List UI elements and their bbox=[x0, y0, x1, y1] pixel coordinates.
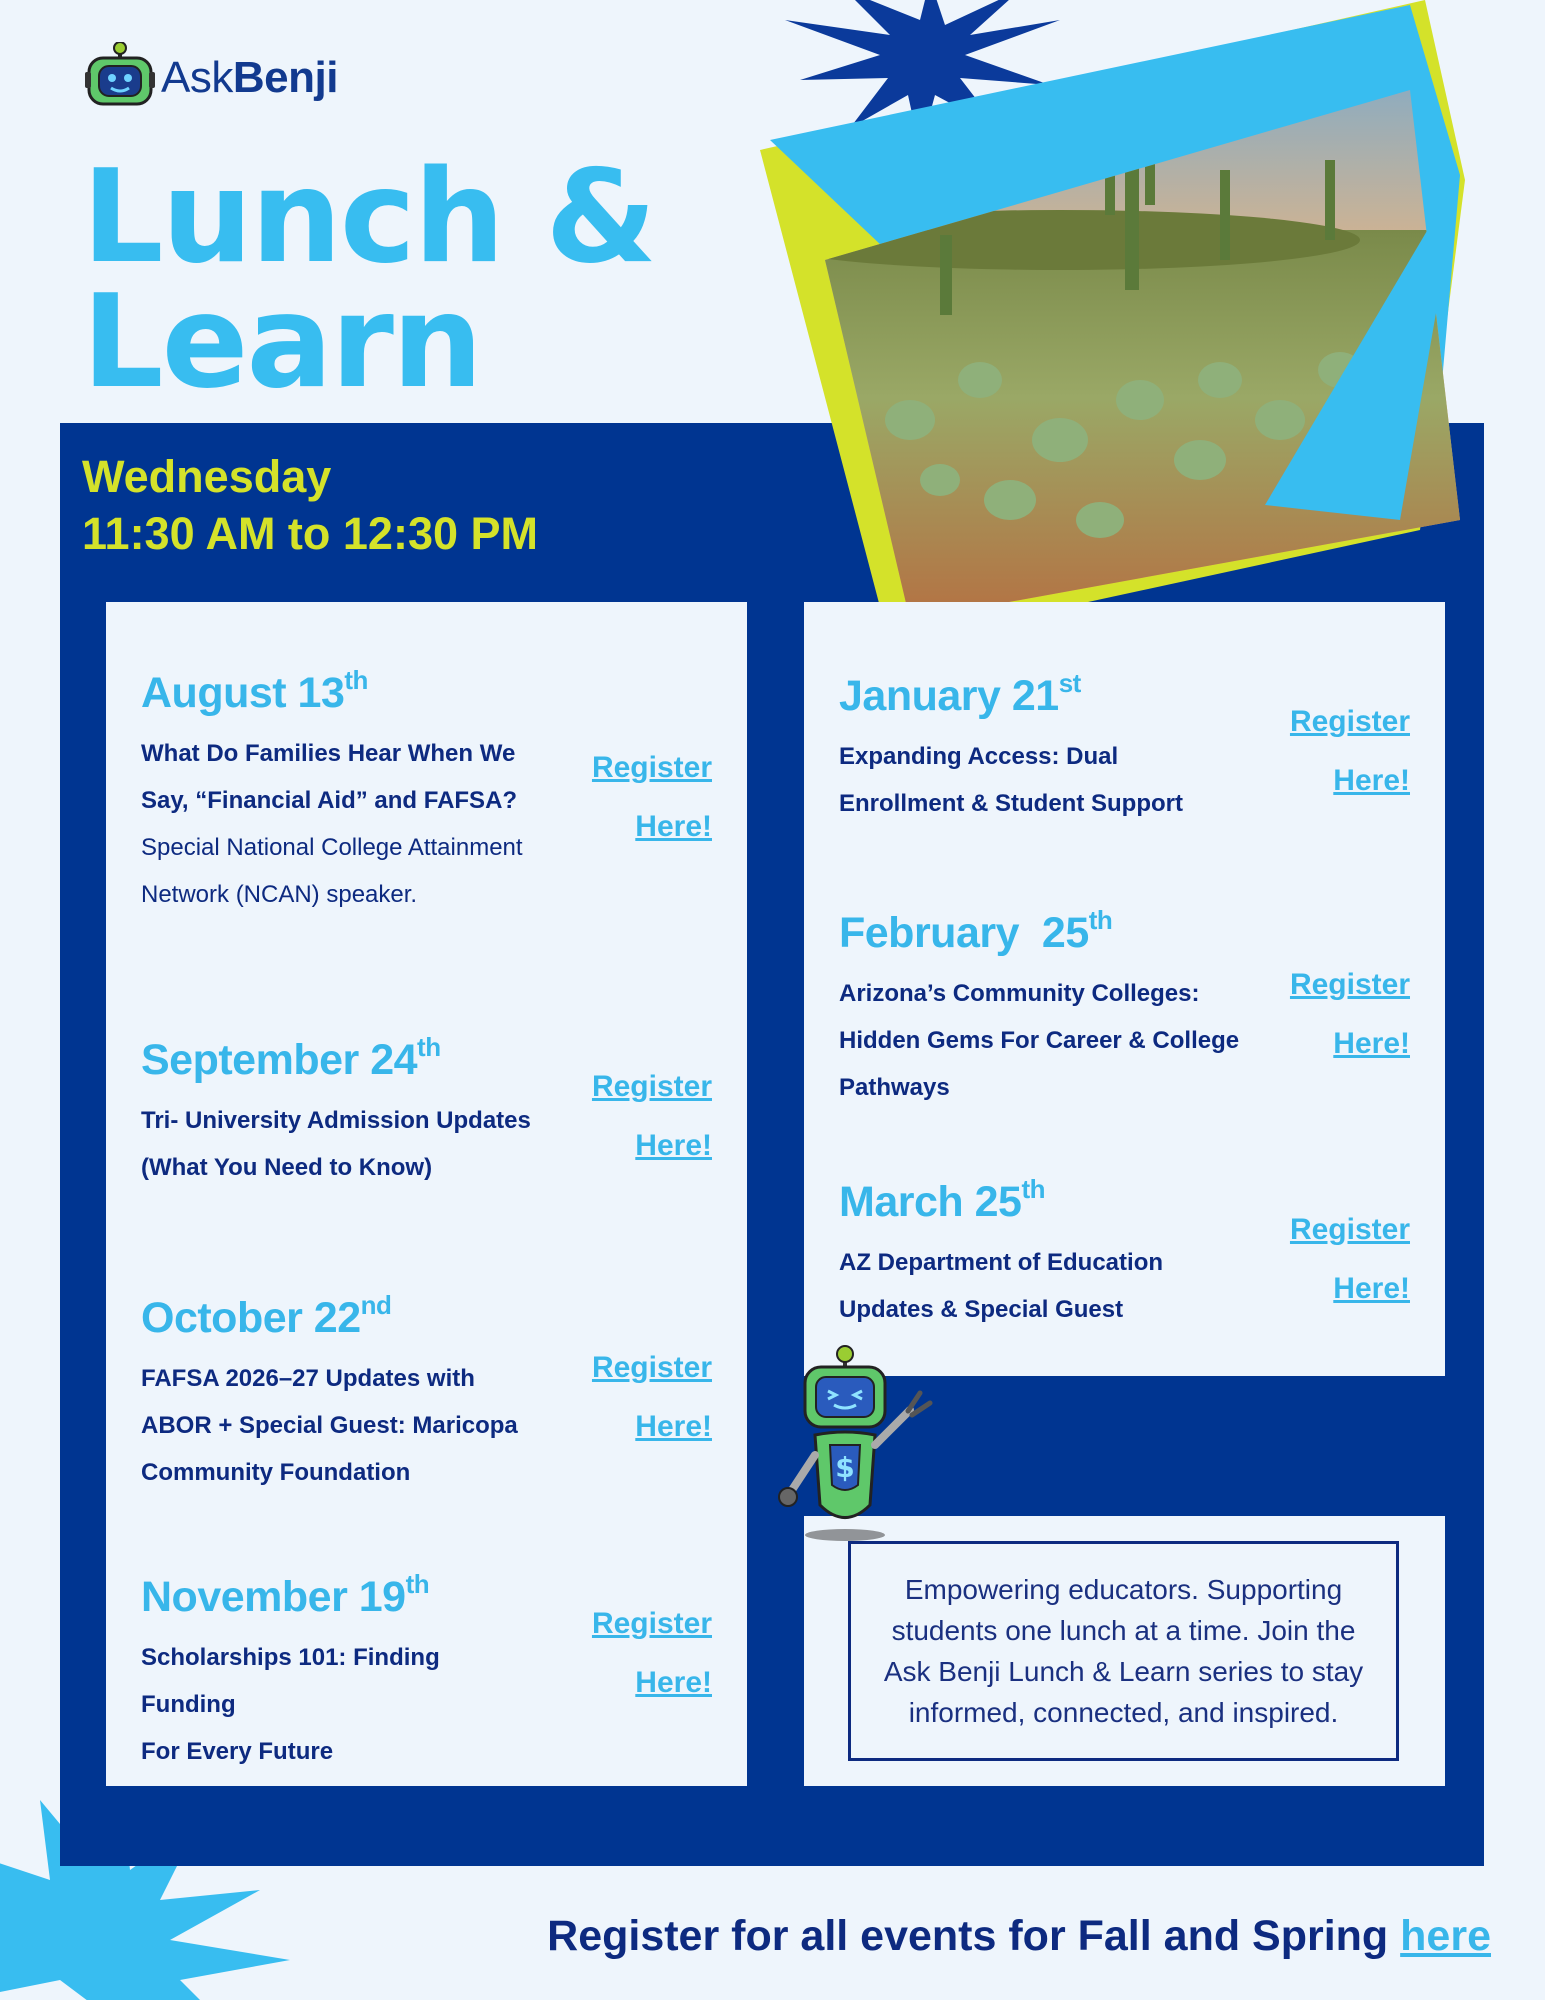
title-line-2: Learn bbox=[82, 268, 481, 417]
event-description: Arizona’s Community Colleges: Hidden Gems For Career & College Pathways bbox=[839, 980, 1240, 1101]
event-description: FAFSA 2026–27 Updates with ABOR + Special Guest: Maricopa Community Foundation bbox=[141, 1365, 518, 1486]
events-card-fall bbox=[106, 602, 747, 1786]
schedule-time: 11:30 AM to 12:30 PM bbox=[82, 508, 538, 559]
event-description: What Do Families Hear When We Say, “Financial Aid” and FAFSA? Special National College Attainment Network (NCAN) speaker. bbox=[141, 740, 523, 908]
event-description: Tri- University Admission Updates (What You Need to Know) bbox=[141, 1107, 531, 1181]
robot-mascot-icon bbox=[770, 1345, 940, 1545]
brand-name: AskBenji bbox=[161, 53, 338, 102]
tagline-box bbox=[848, 1541, 1399, 1761]
tagline-text: Empowering educators. Supporting students one lunch at a time. Join the Ask Benji Lunch & Learn series to stay informed, connected, and inspired. bbox=[883, 1574, 1364, 1728]
robot-logo-icon bbox=[85, 42, 155, 114]
register-link-february[interactable]: Register Here! bbox=[1289, 968, 1410, 1060]
event-description: AZ Department of Education Updates & Special Guest bbox=[839, 1249, 1164, 1323]
register-link-september[interactable]: Register Here! bbox=[591, 1070, 712, 1162]
event-description: Expanding Access: Dual Enrollment & Student Support bbox=[839, 743, 1183, 817]
footer-register-all: Register for all events for Fall and Spring here bbox=[547, 1912, 1491, 1960]
event-description: Scholarships 101: Finding Funding For Every Future bbox=[141, 1644, 440, 1765]
register-link-march[interactable]: Register Here! bbox=[1289, 1213, 1410, 1305]
desert-photo bbox=[760, 0, 1480, 650]
register-all-link[interactable]: here bbox=[1400, 1912, 1491, 1960]
brand-logo bbox=[85, 42, 338, 114]
event-october bbox=[141, 1290, 531, 1496]
event-date: October 22nd bbox=[141, 1290, 392, 1342]
register-link-november[interactable]: Register Here! bbox=[591, 1607, 712, 1699]
event-february bbox=[839, 905, 1259, 1111]
event-date: January 21st bbox=[839, 668, 1081, 720]
event-date: February 25th bbox=[839, 905, 1113, 957]
title-line-1: Lunch & bbox=[82, 143, 655, 292]
event-date: August 13th bbox=[141, 665, 368, 717]
event-november bbox=[141, 1569, 531, 1775]
event-date: November 19th bbox=[141, 1569, 430, 1621]
event-date: March 25th bbox=[839, 1174, 1045, 1226]
event-date: September 24th bbox=[141, 1032, 441, 1084]
register-link-october[interactable]: Register Here! bbox=[591, 1351, 712, 1443]
event-august bbox=[141, 665, 531, 918]
event-september bbox=[141, 1032, 531, 1191]
register-link-august[interactable]: Register Here! bbox=[591, 751, 712, 843]
register-link-january[interactable]: Register Here! bbox=[1289, 705, 1410, 797]
page-title bbox=[82, 143, 655, 417]
svg-text:$: $ bbox=[835, 1451, 855, 1484]
event-march bbox=[839, 1174, 1229, 1333]
schedule-day: Wednesday bbox=[82, 451, 332, 502]
event-january bbox=[839, 668, 1229, 827]
events-card-spring bbox=[804, 602, 1445, 1376]
